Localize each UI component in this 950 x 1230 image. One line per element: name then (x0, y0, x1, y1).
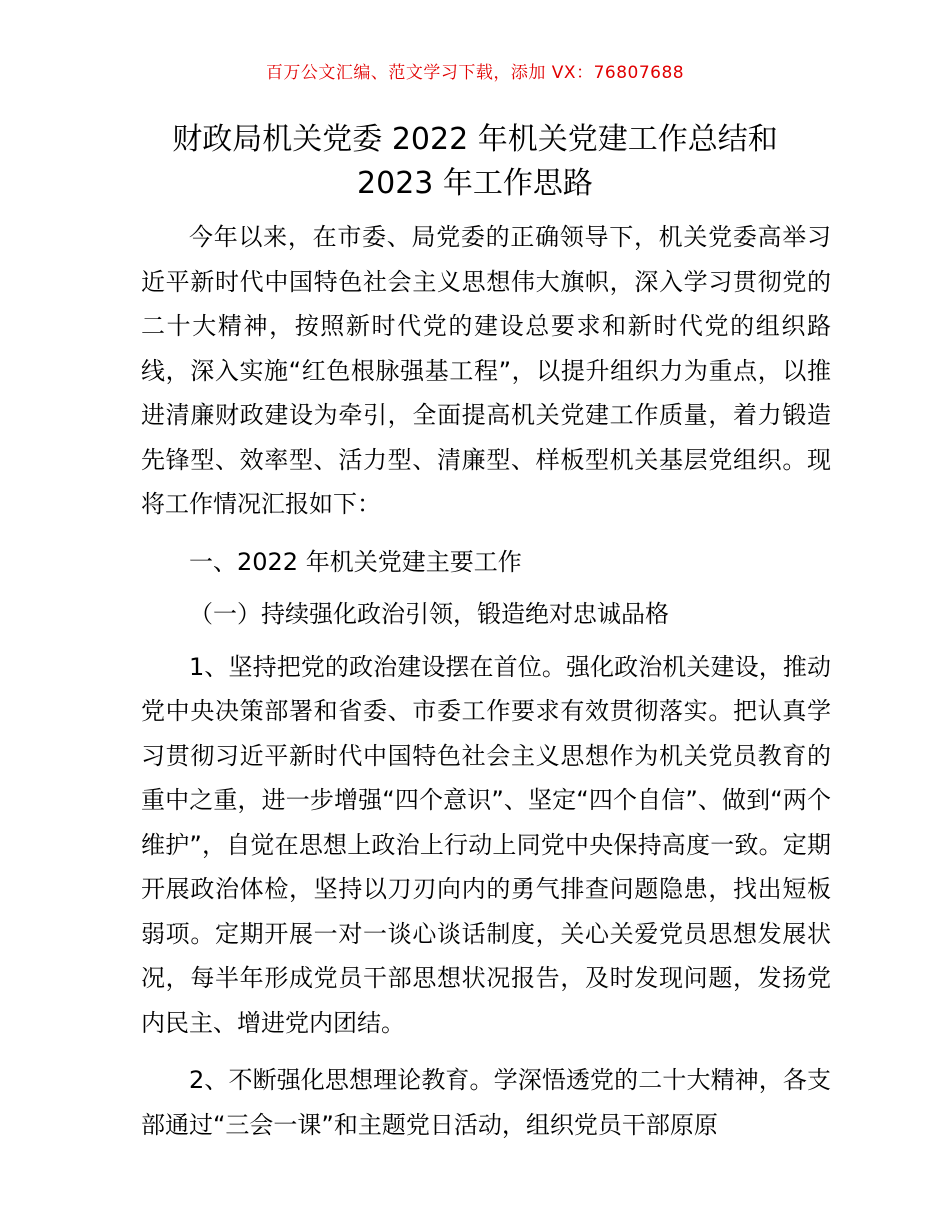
paragraph-item-2: 2、不断强化思想理论教育。学深悟透党的二十大精神，各支部通过“三会一课”和主题党日活动，组织党员干部原原 (141, 1066, 831, 1139)
paragraph-item-1: 1、坚持把党的政治建设摆在首位。强化政治机关建设，推动党中央决策部署和省委、市委工作要求有效贯彻落实。把认真学习贯彻习近平新时代中国特色社会主义思想作为机关党员教育的重中之重，进一步增强“四个意识”、坚定“四个自信”、做到“两个维护”，自觉在思想上政治上行动上同党中央保持高度一致。定期开展政治体检，坚持以刀刃向内的勇气排查问题隐患，找出短板弱项。定期开展一对一谈心谈话制度，关心关爱党员思想发展状况，每半年形成党员干部思想状况报告，及时发现问题，发扬党内民主、增进党内团结。 (141, 652, 831, 1037)
paragraph-intro: 今年以来，在市委、局党委的正确领导下，机关党委高举习近平新时代中国特色社会主义思想伟大旗帜，深入学习贯彻党的二十大精神，按照新时代党的建设总要求和新时代党的组织路线，深入实施“红色根脉强基工程”，以提升组织力为重点，以推进清廉财政建设为牵引，全面提高机关党建工作质量，着力锻造先锋型、效率型、活力型、清廉型、样板型机关基层党组织。现将工作情况汇报如下： (141, 223, 831, 518)
title-line-2: 2023 年工作思路 (357, 166, 593, 201)
document-body (141, 215, 831, 1147)
title-line-1: 财政局机关党委 2022 年机关党建工作总结和 (172, 122, 778, 157)
subsection-heading: （一）持续强化政治引领，锻造绝对忠诚品格 (189, 600, 669, 628)
document-title (120, 118, 830, 206)
header-promo-note: 百万公文汇编、范文学习下载，添加 VX：76807688 (265, 63, 685, 83)
section-heading: 一、2022 年机关党建主要工作 (189, 547, 522, 576)
